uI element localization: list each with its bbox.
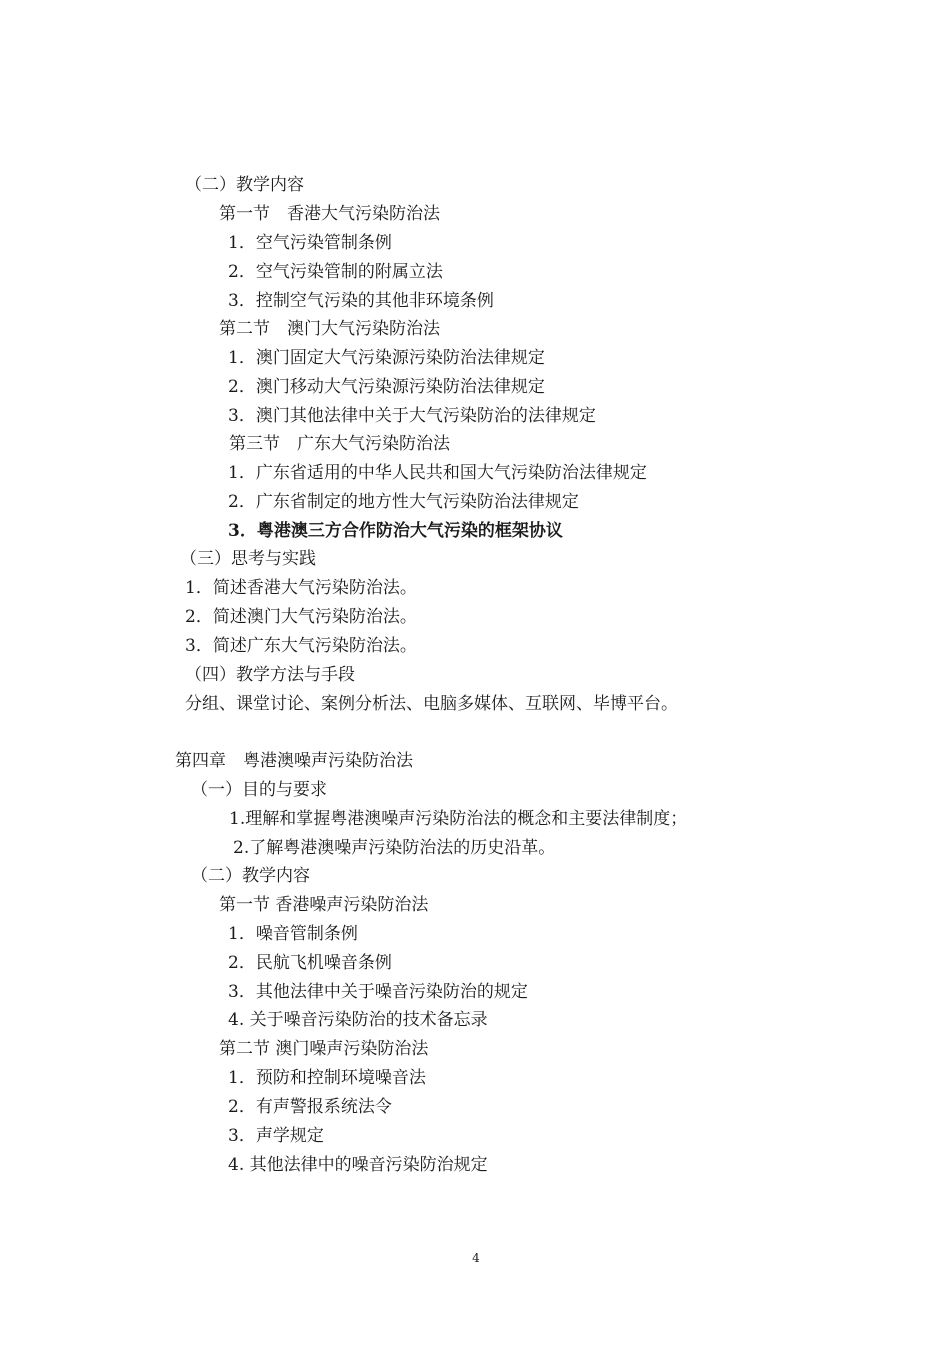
section-title: 第一节 香港大气污染防治法 — [219, 204, 440, 224]
list-item: 4. 关于噪音污染防治的技术备忘录 — [228, 1010, 488, 1030]
page-number: 4 — [472, 1251, 480, 1265]
chapter-title: 第四章 粤港澳噪声污染防治法 — [175, 751, 413, 771]
list-item: 1．预防和控制环境噪音法 — [228, 1068, 426, 1088]
section-title: 第一节 香港噪声污染防治法 — [219, 895, 429, 915]
list-item: 3．其他法律中关于噪音污染防治的规定 — [228, 982, 528, 1002]
list-item: 2．有声警报系统法令 — [228, 1097, 392, 1117]
list-item: 4. 其他法律中的噪音污染防治规定 — [228, 1155, 488, 1175]
list-item: 2．民航飞机噪音条例 — [228, 953, 392, 973]
section-title: 第二节 澳门大气污染防治法 — [219, 319, 440, 339]
list-item: 1．澳门固定大气污染源污染防治法律规定 — [228, 348, 545, 368]
list-item-bold: 3．粤港澳三方合作防治大气污染的框架协议 — [228, 521, 563, 541]
practice-heading: （三）思考与实践 — [180, 549, 316, 569]
list-item: 2．澳门移动大气污染源污染防治法律规定 — [228, 377, 545, 397]
list-item: 3．声学规定 — [228, 1126, 324, 1146]
list-item: 3．澳门其他法律中关于大气污染防治的法律规定 — [228, 406, 596, 426]
list-item: 1．空气污染管制条例 — [228, 233, 392, 253]
section-title: 第三节 广东大气污染防治法 — [229, 434, 450, 454]
goal-item: 1.理解和掌握粤港澳噪声污染防治法的概念和主要法律制度； — [229, 809, 688, 829]
practice-item: 3．简述广东大气污染防治法。 — [185, 636, 417, 656]
practice-item: 2．简述澳门大气污染防治法。 — [185, 607, 417, 627]
methods-text: 分组、课堂讨论、案例分析法、电脑多媒体、互联网、毕博平台。 — [185, 694, 678, 714]
goal-item: 2.了解粤港澳噪声污染防治法的历史沿革。 — [233, 838, 556, 858]
practice-item: 1．简述香港大气污染防治法。 — [185, 578, 417, 598]
goals-heading: （一）目的与要求 — [191, 780, 327, 800]
list-item: 1．广东省适用的中华人民共和国大气污染防治法律规定 — [228, 463, 647, 483]
content-heading: （二）教学内容 — [191, 866, 310, 886]
list-item: 2．空气污染管制的附属立法 — [228, 262, 443, 282]
list-item: 3．控制空气污染的其他非环境条例 — [228, 291, 494, 311]
section-title: 第二节 澳门噪声污染防治法 — [219, 1039, 429, 1059]
methods-heading: （四）教学方法与手段 — [185, 665, 355, 685]
list-item: 1．噪音管制条例 — [228, 924, 358, 944]
content-heading: （二）教学内容 — [185, 175, 304, 195]
list-item: 2．广东省制定的地方性大气污染防治法律规定 — [228, 492, 579, 512]
